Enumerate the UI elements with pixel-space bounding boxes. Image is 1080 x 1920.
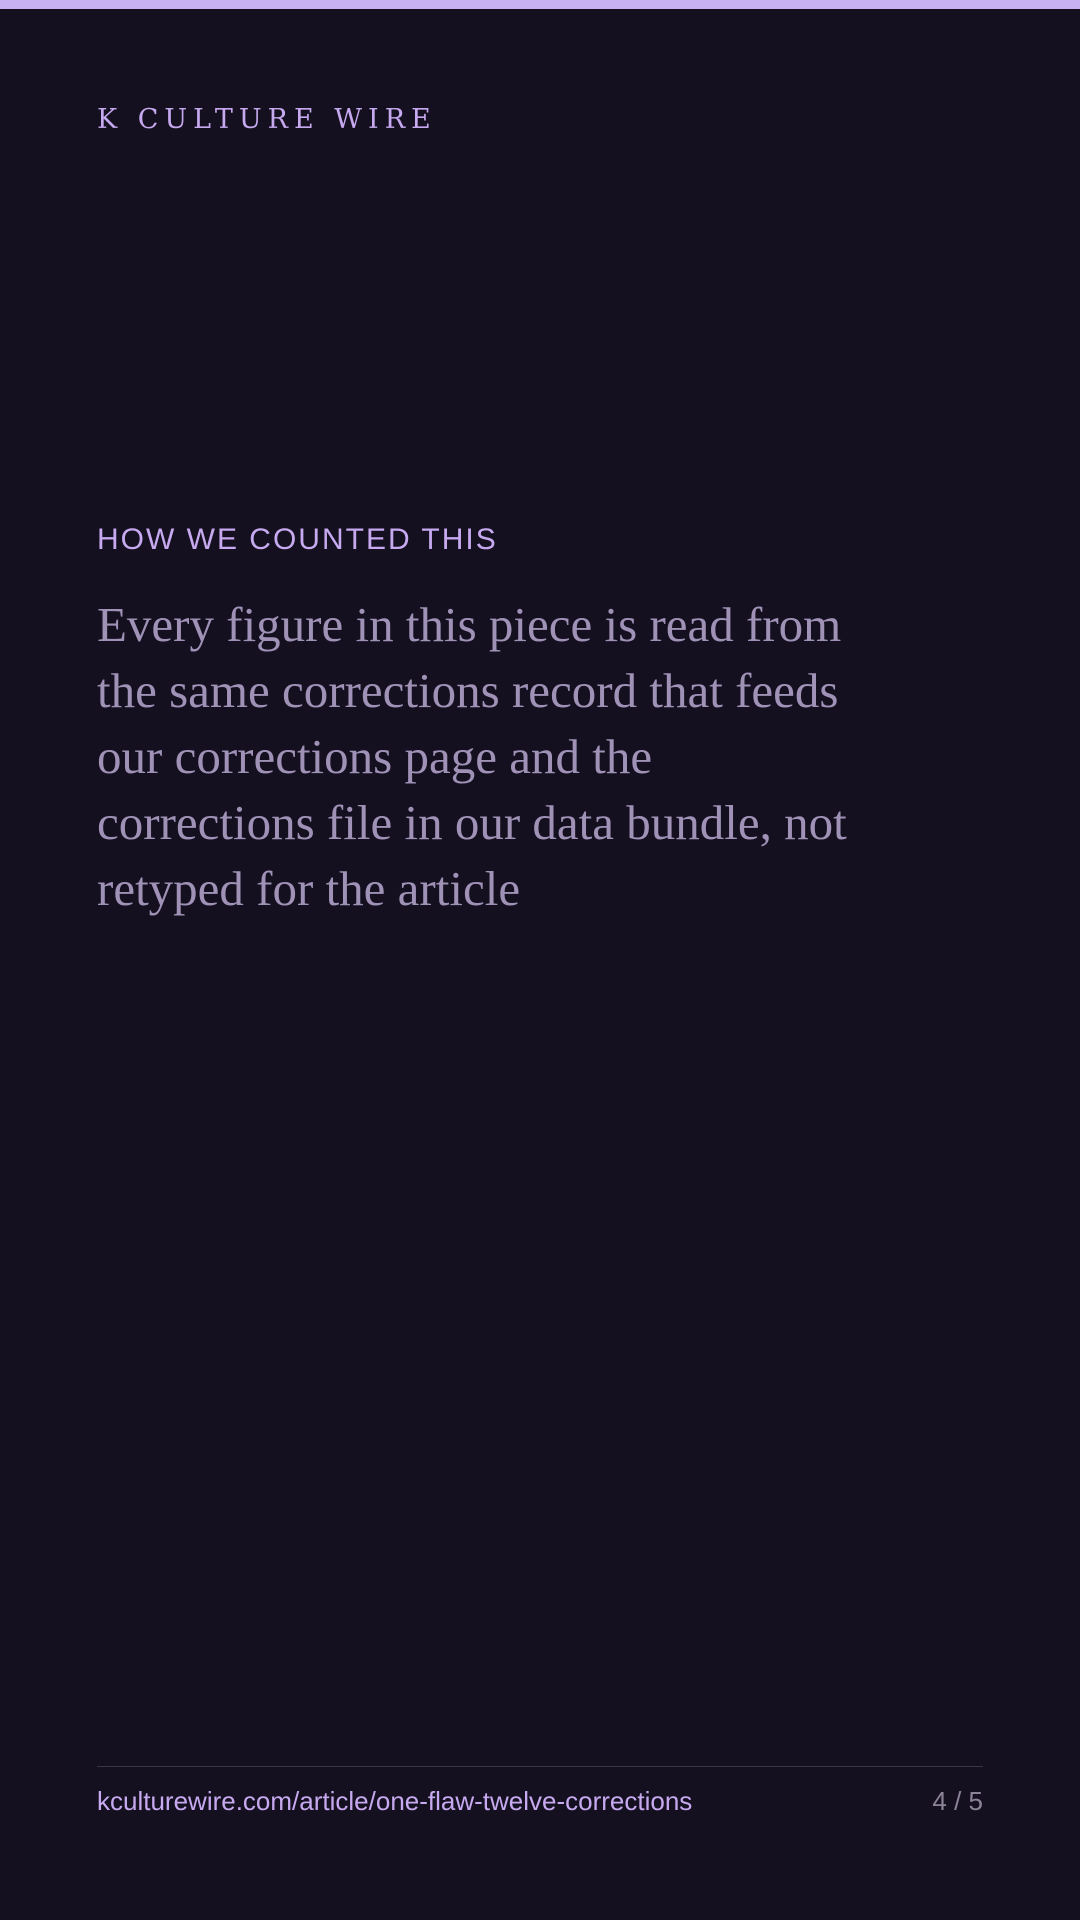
page-indicator: 4 / 5 bbox=[932, 1786, 983, 1816]
section-body: Every figure in this piece is read from the same corrections record that feeds our corrections page and the corrections file in our data bundle, not retyped for the article bbox=[97, 597, 847, 916]
top-accent-bar bbox=[0, 0, 1080, 9]
section-kicker: HOW WE COUNTED THIS bbox=[97, 523, 498, 556]
brand-wordmark: K CULTURE WIRE bbox=[97, 104, 437, 135]
article-url-link[interactable]: kculturewire.com/article/one-flaw-twelve-corrections bbox=[97, 1786, 693, 1816]
footer-divider bbox=[97, 1766, 983, 1767]
